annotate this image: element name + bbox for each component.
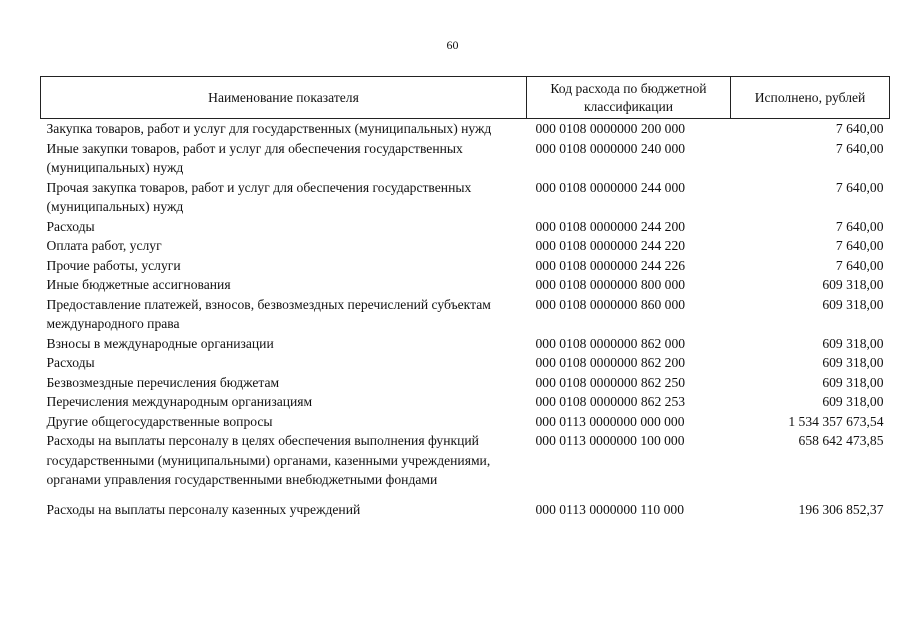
row-name: Расходы [46, 218, 95, 234]
row-code: 000 0108 0000000 244 226 [535, 257, 686, 273]
table-row [41, 275, 890, 295]
row-code: 000 0108 0000000 862 253 [535, 394, 686, 409]
table-row [41, 431, 890, 490]
row-amount: 609 318,00 [822, 296, 884, 312]
row-code: 000 0108 0000000 240 000 [535, 140, 686, 156]
table-row [41, 178, 890, 217]
row-amount: 7 640,00 [835, 140, 884, 156]
page-number: 60 [446, 38, 459, 52]
row-name: Оплата работ, услуг [46, 238, 162, 253]
row-amount: 7 640,00 [835, 179, 884, 195]
table-row [41, 412, 890, 432]
table-row [41, 392, 890, 412]
row-name: Расходы [46, 355, 95, 370]
header-executed-amount: Исполнено, рублей [731, 77, 890, 119]
row-name: Расходы на выплаты персоналу в целях обеспечения выполнения функций государственными (муниципальными) органами, казенными учреждениями, органами управления государственными внебюджетными фондами [46, 433, 491, 487]
row-amount: 7 640,00 [835, 218, 884, 234]
header-budget-code: Код расхода по бюджетной классификации [527, 77, 731, 119]
row-amount: 609 318,00 [822, 335, 884, 351]
row-name: Перечисления международным организациям [46, 394, 313, 409]
row-amount: 609 318,00 [822, 374, 884, 390]
row-code: 000 0113 0000000 000 000 [535, 413, 685, 429]
row-name: Расходы на выплаты персоналу казенных учреждений [46, 501, 361, 517]
row-name: Иные бюджетные ассигнования [46, 277, 231, 292]
row-name: Безвозмездные перечисления бюджетам [46, 374, 280, 390]
row-code: 000 0108 0000000 244 220 [535, 238, 686, 253]
row-amount: 1 534 357 673,54 [788, 413, 884, 429]
row-amount: 7 640,00 [835, 257, 884, 273]
row-amount: 609 318,00 [822, 355, 884, 370]
row-name: Иные закупки товаров, работ и услуг для обеспечения государственных (муниципальных) нужд [46, 140, 463, 175]
table-row [41, 334, 890, 354]
table-row [41, 119, 890, 139]
row-code: 000 0108 0000000 862 000 [535, 335, 686, 351]
row-name: Закупка товаров, работ и услуг для государственных (муниципальных) нужд [46, 121, 492, 136]
row-code: 000 0108 0000000 244 000 [535, 179, 686, 195]
row-code: 000 0108 0000000 800 000 [535, 277, 686, 292]
table-row [41, 256, 890, 276]
row-amount: 7 640,00 [835, 238, 884, 253]
row-name: Предоставление платежей, взносов, безвозмездных перечислений субъектам международного права [46, 296, 491, 331]
row-code: 000 0113 0000000 110 000 [535, 501, 685, 517]
row-code: 000 0108 0000000 862 250 [535, 374, 686, 390]
table-row [41, 217, 890, 237]
row-code: 000 0108 0000000 200 000 [535, 121, 686, 136]
row-name: Прочие работы, услуги [46, 257, 181, 273]
table-header [41, 77, 890, 119]
table-row [41, 139, 890, 178]
row-name: Взносы в международные организации [46, 335, 274, 351]
budget-execution-table [40, 76, 890, 519]
table-row [41, 353, 890, 373]
header-row [41, 77, 890, 119]
row-name: Другие общегосударственные вопросы [46, 413, 273, 429]
row-amount: 658 642 473,85 [798, 433, 884, 448]
row-code: 000 0108 0000000 862 200 [535, 355, 686, 370]
table-row [41, 236, 890, 256]
table-row [41, 373, 890, 393]
table-row [41, 295, 890, 334]
header-indicator-name: Наименование показателя [41, 77, 527, 119]
table-body [41, 119, 890, 520]
row-amount: 609 318,00 [822, 277, 884, 292]
row-amount: 196 306 852,37 [798, 501, 884, 517]
row-code: 000 0108 0000000 860 000 [535, 296, 686, 312]
row-amount: 7 640,00 [835, 121, 884, 136]
table-row [41, 490, 890, 520]
row-amount: 609 318,00 [822, 394, 884, 409]
row-code: 000 0113 0000000 100 000 [535, 433, 685, 448]
row-name: Прочая закупка товаров, работ и услуг для обеспечения государственных (муниципальных) нужд [46, 179, 472, 214]
row-code: 000 0108 0000000 244 200 [535, 218, 686, 234]
